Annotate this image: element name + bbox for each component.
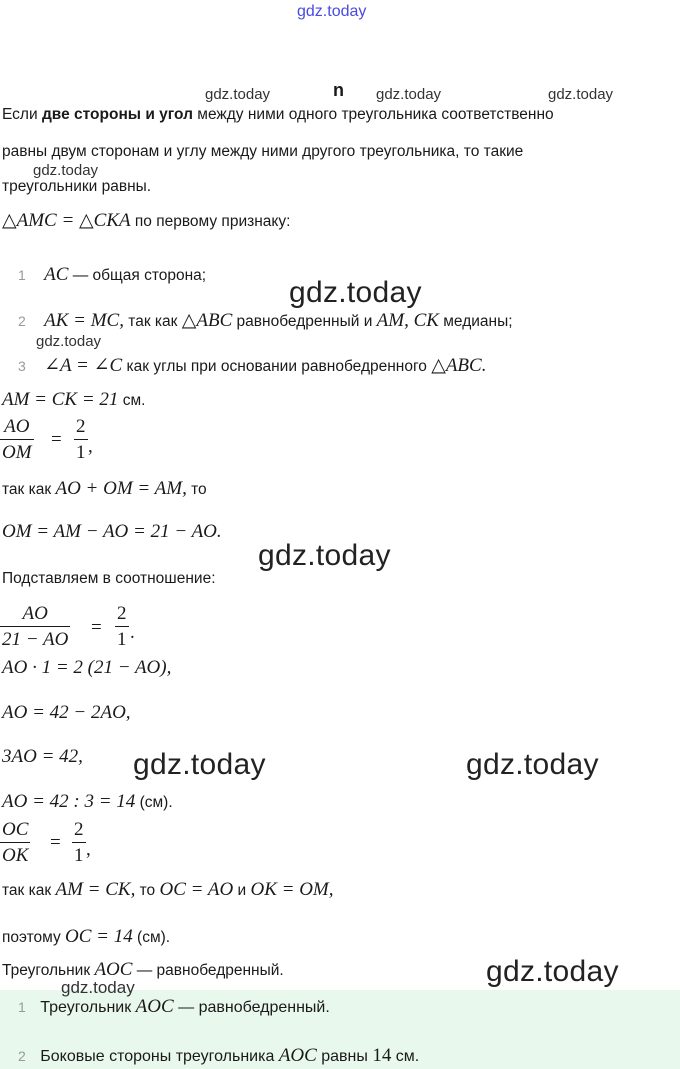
equation: AO = 42 − 2AO, [2,702,131,723]
fraction [74,414,88,465]
unit: (см). [132,929,171,946]
watermark: gdz.today [133,748,266,781]
math: AC [44,264,69,285]
watermark: gdz.today [466,748,599,781]
fraction [115,601,129,652]
punct: , [86,839,91,860]
fraction [0,817,30,868]
text: Боковые стороны треугольника [40,1048,279,1065]
math: OC = 14 [65,926,133,947]
answer-item [18,996,330,1018]
watermark: gdz.today [61,978,135,997]
math: AOC [94,959,133,980]
list-number: 2 [18,1048,26,1064]
math: AM, CK [376,310,439,331]
text: так как [2,481,56,498]
text: Треугольник [40,999,136,1016]
header-glyph: n [333,80,344,100]
denominator: OM [0,439,34,465]
equation [2,389,145,411]
watermark: gdz.today [205,86,271,103]
watermark: gdz.today [486,955,619,988]
text: — общая сторона; [68,267,207,284]
numerator: AO [22,603,48,624]
equals: = [51,429,62,450]
watermark: gdz.today [376,86,442,103]
math: △ABC [181,310,233,331]
denominator: 1 [74,439,88,465]
text: равнобедренный и [232,313,377,330]
list-number: 2 [18,313,26,329]
reasoning-line [2,478,207,500]
watermark: gdz.today [289,276,422,309]
text: между ними одного треугольника соответственно [192,106,554,123]
theorem-line-2: равны двум сторонам и углу между ними другого треугольника, то такие [2,143,524,160]
denominator: 1 [72,842,86,868]
math: AM = CK, [55,879,136,900]
watermark: gdz.today [36,333,102,350]
math: AOC [135,996,174,1017]
denominator: OK [0,842,30,868]
list-item [18,354,486,377]
text: равны [316,1048,373,1065]
list-item [18,264,206,286]
unit: см. [118,392,146,409]
punct: , [88,436,93,457]
watermark: gdz.today [33,162,99,179]
math: 14 [372,1045,392,1066]
math: △ABC. [431,355,487,376]
math: AOC [278,1045,317,1066]
list-number: 3 [18,358,26,374]
denominator: 1 [115,626,129,652]
list-number: 1 [18,267,26,283]
fraction [0,414,34,465]
equation: AO · 1 = 2 (21 − AO), [2,657,172,678]
text: так как [123,313,182,330]
text: Если [2,106,42,123]
punct: . [130,622,135,643]
list-item [18,309,513,332]
math: AO = 42 : 3 = 14 [2,791,136,812]
watermark: gdz.today [258,539,391,572]
math: △AMC = △CKA [2,210,131,231]
equation: 3AO = 42, [2,746,83,767]
reasoning-line [2,879,334,901]
equation: OM = AM − AO = 21 − AO. [2,521,222,542]
denominator: 21 − AO [0,626,70,652]
math: AO + OM = AM, [55,478,187,499]
text: по первому признаку: [130,213,291,230]
list-number: 1 [18,999,26,1015]
text: то [186,481,207,498]
reasoning-line [2,926,170,948]
unit: (см). [135,794,173,811]
equals: = [50,832,61,853]
numerator: AO [4,416,30,437]
conclusion-line [2,959,284,981]
numerator: 2 [76,416,86,437]
fraction [0,601,70,652]
numerator: 2 [74,819,84,840]
theorem-line-1 [2,106,554,124]
text: поэтому [2,929,66,946]
math: AM = CK = 21 [2,389,119,410]
text: и [233,882,251,899]
watermark-top: gdz.today [297,3,367,20]
fraction [72,817,86,868]
theorem-line-3: треугольники равны. [2,178,152,195]
text: как углы при основании равнобедренного [122,358,432,375]
numerator: 2 [117,603,127,624]
text: — равнобедренный. [173,999,330,1016]
text: так как [2,882,56,899]
math: ∠A = ∠C [44,355,123,376]
text: — равнобедренный. [132,962,284,979]
text: Треугольник [2,962,95,979]
math: AK = MC, [44,310,124,331]
text: то [135,882,160,899]
answer-item [18,1045,419,1067]
theorem-bold: две стороны и угол [41,106,193,123]
math: OK = OM, [250,879,334,900]
equation [2,791,173,813]
math: OC = AO [159,879,234,900]
text: см. [391,1048,420,1065]
text: медианы; [438,313,513,330]
substitute-text: Подставляем в соотношение: [2,570,216,587]
numerator: OC [2,819,29,840]
congruence-statement [2,209,290,232]
watermark: gdz.today [548,86,614,103]
equals: = [91,617,102,638]
